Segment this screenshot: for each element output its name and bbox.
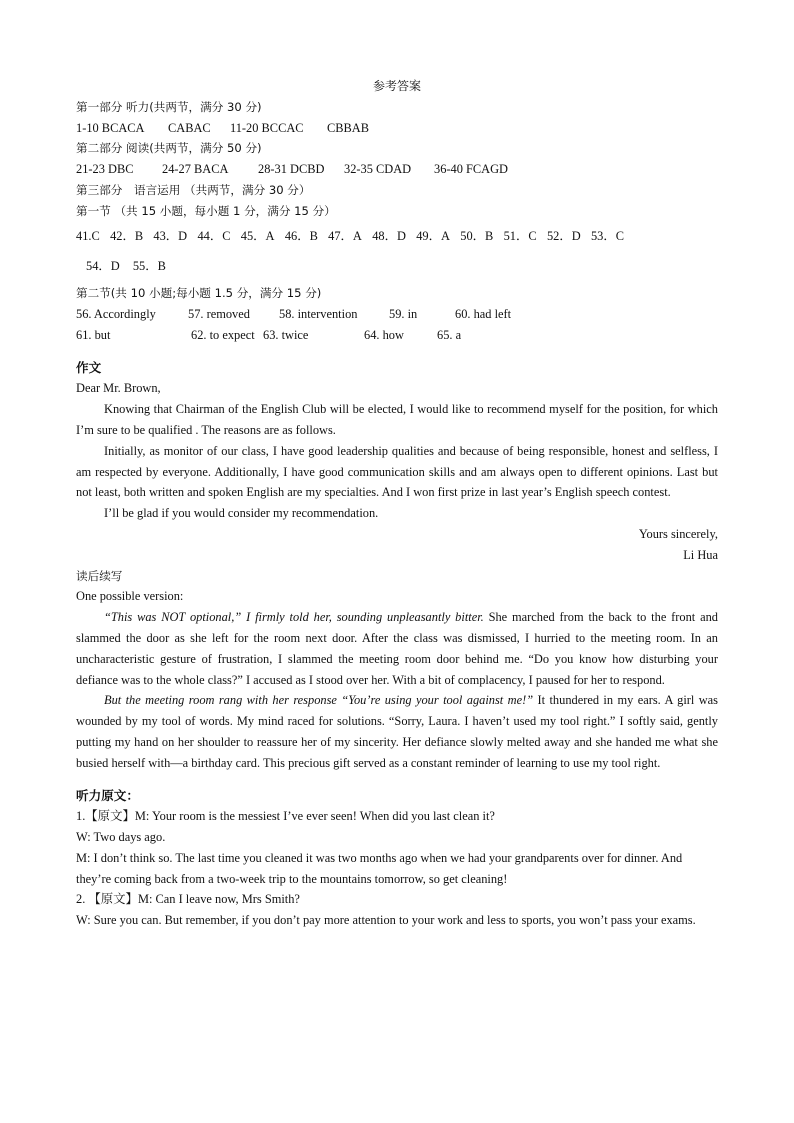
answer-item: 47．A [328, 228, 362, 243]
answer-group: CBBAB [327, 120, 370, 135]
answer-item: 41.C [76, 228, 100, 243]
answer-item: 60. had left [455, 306, 512, 321]
answer-group: 24-27 BACA [162, 162, 229, 177]
section2-answers-row1 [76, 304, 718, 325]
essay-signature: Li Hua [683, 547, 718, 562]
answer-item: 62. to expect [191, 327, 255, 342]
page-title: 参考答案 [372, 79, 421, 93]
answer-item: 51．C [503, 228, 537, 243]
part1-heading: 第一部分 听力(共两节，满分 30 分) [76, 99, 262, 114]
answer-item: 59. in [389, 306, 418, 321]
continuation-heading: 读后续写 [76, 568, 123, 583]
answer-item: 52．D [546, 228, 581, 243]
answer-item: 64. how [364, 327, 404, 342]
answer-item: 58. intervention [279, 306, 358, 321]
part1-answers [76, 118, 718, 139]
answer-item: 53．C [590, 228, 625, 243]
answer-item: 54．D [86, 259, 120, 274]
answer-item: 48．D [372, 228, 406, 243]
answer-item: 44．C [197, 228, 231, 243]
essay-paragraph: I’ll be glad if you would consider my recommendation. [104, 506, 379, 521]
continuation-paragraph-1 [76, 607, 718, 690]
section1-answers-row1 [76, 226, 718, 247]
answer-item: 55．B [132, 259, 166, 274]
transcript-line: W: Two days ago. [76, 830, 166, 845]
essay-salutation: Dear Mr. Brown, [76, 381, 161, 396]
answer-group: 32-35 CDAD [344, 162, 412, 177]
answer-group: 28-31 DCBD [258, 162, 325, 177]
answer-group: 21-23 DBC [76, 162, 134, 177]
part2-answers [76, 159, 718, 180]
answer-group: 1-10 BCACA [76, 120, 145, 135]
transcript-line: 2. 【原文】M: Can I leave now, Mrs Smith? [76, 892, 300, 907]
answer-item: 46．B [284, 228, 318, 243]
answer-item: 57. removed [188, 306, 250, 321]
paragraph-text: She marched from the back to the front and slammed the door as she left for the room next door. After the class was dismissed, I hurried to the meeting room. In an uncharacteristic gesture of frustration, I slammed the meeting room door behind me. “Do you know how disturbing your defiance was to the whole class?” I accused as I stood over her. With a bit of complacency, I paused for her to respond. [76, 610, 718, 687]
essay-closing: Yours sincerely, [638, 526, 718, 541]
part3-heading: 第三部分 语言运用 （共两节，满分 30 分） [76, 182, 311, 197]
answer-item: 42．B [110, 228, 144, 243]
answer-sheet [76, 76, 718, 931]
transcript-line: 1.【原文】M: Your room is the messiest I’ve ever seen! When did you last clean it? [76, 809, 495, 824]
section2-heading: 第二节(共 10 小题;每小题 1.5 分，满分 15 分) [76, 286, 322, 301]
essay-heading: 作文 [76, 359, 102, 375]
answer-item: 50．B [460, 228, 494, 243]
answer-item: 56. Accordingly [76, 306, 156, 321]
transcript-heading: 听力原文： [76, 787, 139, 803]
answer-item: 49．A [416, 228, 450, 243]
continuation-intro: One possible version: [76, 589, 184, 604]
transcript-line: W: Sure you can. But remember, if you don’t pay more attention to your work and less to sports, you won’t pass your exams. [76, 913, 696, 928]
section1-answers-row2 [76, 256, 718, 277]
essay-paragraph: Knowing that Chairman of the English Club will be elected, I would like to recommend myself for the position, for which I’m sure to be qualified . The reasons are as follows. [76, 402, 718, 437]
answer-item: 43．D [153, 228, 188, 243]
answer-item: 45．A [240, 228, 275, 243]
paragraph-text: It thundered in my ears. A girl was wounded by my tool of words. My mind raced for solutions. “Sorry, Laura. I haven’t used my tool right.” I softly said, gently putting my hand on her shoulder to reassure her of my sincerity. Her defiance slowly melted away and she handed me what she busied herself with—a birthday card. This precious gift served as a constant reminder of learning to use my tool right. [76, 693, 718, 770]
continuation-paragraph-2 [76, 690, 718, 773]
answer-item: 63. twice [263, 327, 309, 342]
part2-heading: 第二部分 阅读(共两节，满分 50 分) [76, 141, 262, 156]
italic-opening: But the meeting room rang with her response “You’re using your tool against me!” [104, 693, 534, 708]
answer-group: 11-20 BCCAC [230, 120, 304, 135]
section1-heading: 第一节 （共 15 小题，每小题 1 分，满分 15 分） [76, 203, 336, 218]
answer-group: CABAC [168, 120, 211, 135]
answer-group: 36-40 FCAGD [434, 162, 509, 177]
essay-paragraph: Initially, as monitor of our class, I have good leadership qualities and because of being responsible, honest and selfless, I am respected by everyone. Additionally, I have good communication skills and am always open to different opinions. Last but not least, both written and spoken English are my specialties. And I won first prize in last year’s English speech contest. [76, 443, 718, 500]
answer-item: 61. but [76, 327, 111, 342]
answer-item: 65. a [437, 327, 462, 342]
section2-answers-row2 [76, 325, 718, 346]
italic-opening: “This was NOT optional,” I firmly told her, sounding unpleasantly bitter. [104, 610, 484, 625]
transcript-line: M: I don’t think so. The last time you cleaned it was two months ago when we had your grandparents over for dinner. And they’re coming back from a two-week trip to the mountains tomorrow, so get cleaning! [76, 850, 683, 886]
